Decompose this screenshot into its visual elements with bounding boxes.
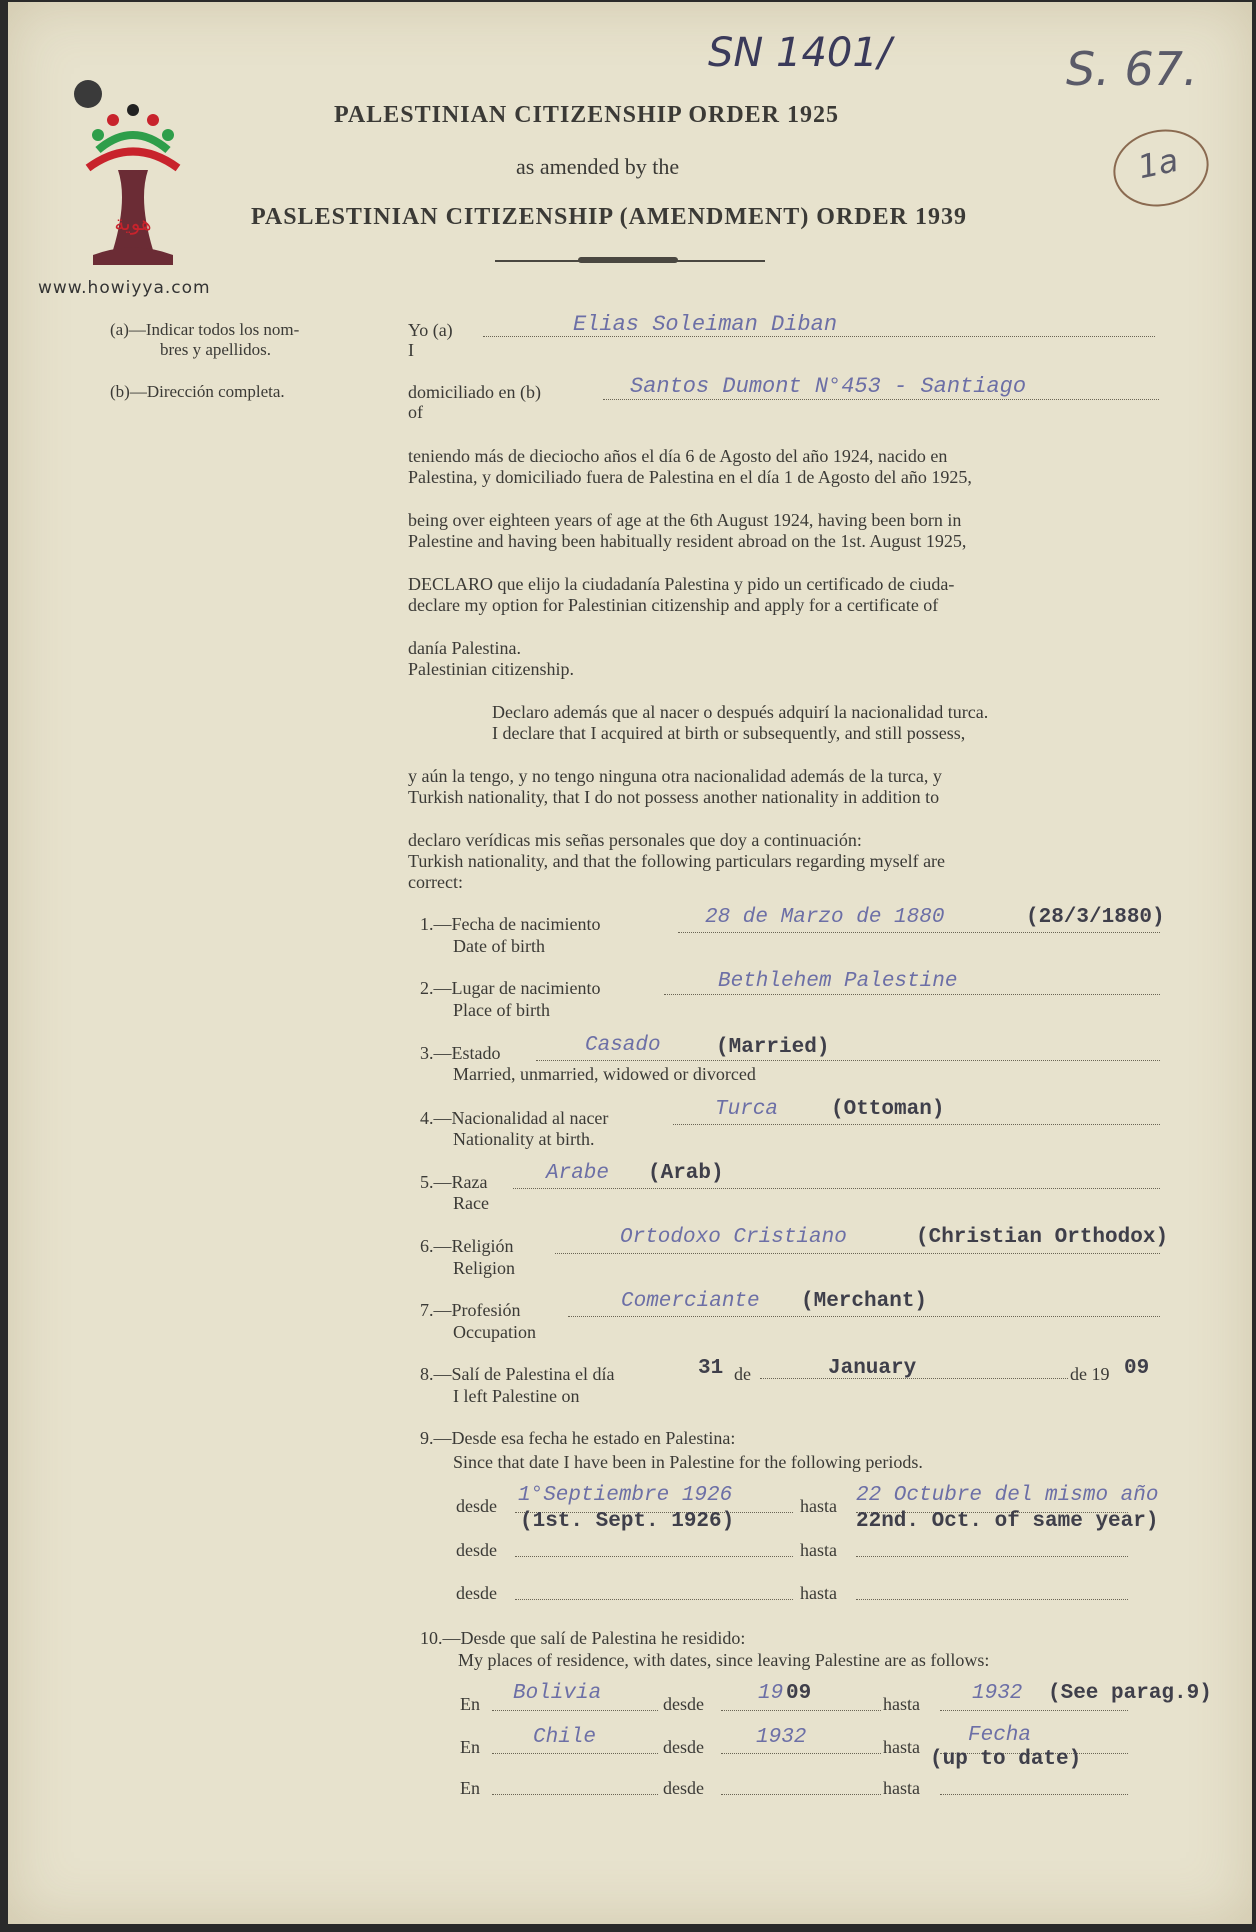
field-race-line xyxy=(513,1188,1160,1189)
para6-es: declaro verídicas mis señas personales que doy a continuación: xyxy=(408,830,862,850)
margin-note-a: (a)—Indicar todos los nom- xyxy=(110,320,300,339)
margin-note-b: (b)—Dirección completa. xyxy=(110,382,285,401)
residence-row3-desde: desde xyxy=(663,1778,704,1798)
residences-label-en: My places of residence, with dates, since leaving Palestine are as follows: xyxy=(458,1650,990,1670)
name-label-en: I xyxy=(408,340,414,360)
field-nationality-stamp: (Ottoman) xyxy=(831,1098,945,1121)
residence-row3-place-line xyxy=(492,1794,658,1795)
visit-row1-to: 22 Octubre del mismo año xyxy=(856,1484,1159,1507)
para2-es: DECLARO que elijo la ciudadanía Palestina y pido un certificado de ciuda- xyxy=(408,574,955,594)
tree-logo-icon xyxy=(58,80,208,280)
page-title-2: PASLESTINIAN CITIZENSHIP (AMENDMENT) ORDER 1939 xyxy=(251,204,967,230)
field-nationality-value: Turca xyxy=(715,1098,779,1121)
residence-row1-from-stamp: 09 xyxy=(786,1682,812,1705)
residence-row2-from-line xyxy=(721,1753,881,1754)
field-birth-date-label: 1.—Fecha de nacimiento xyxy=(420,914,601,934)
watermark-url: www.howiyya.com xyxy=(38,278,211,298)
visit-row2-hasta: hasta xyxy=(800,1540,837,1560)
field-status-stamp: (Married) xyxy=(716,1036,830,1059)
visits-label: 9.—Desde esa fecha he estado en Palestina: xyxy=(420,1428,736,1448)
para5-en: Turkish nationality, that I do not possess another nationality in addition to xyxy=(408,787,940,807)
residence-row1-from-line xyxy=(721,1710,881,1711)
para1-en-1: being over eighteen years of age at the 6th August 1924, having been born in xyxy=(408,510,962,530)
para4-en: I declare that I acquired at birth or subsequently, and still possess, xyxy=(492,723,966,743)
document-page xyxy=(8,2,1252,1924)
address-label: domiciliado en (b) xyxy=(408,382,541,402)
residence-row3-en: En xyxy=(460,1778,480,1798)
field-occupation-label: 7.—Profesión xyxy=(420,1300,521,1320)
left-palestine-de2: de 19 xyxy=(1070,1364,1110,1384)
para5-es: y aún la tengo, y no tengo ninguna otra nacionalidad además de la turca, y xyxy=(408,766,942,786)
residence-row3-hasta: hasta xyxy=(883,1778,920,1798)
residence-row1-en: En xyxy=(460,1694,480,1714)
left-palestine-label: 8.—Salí de Palestina el día xyxy=(420,1364,615,1384)
margin-note-a-2: bres y apellidos. xyxy=(160,340,271,359)
visit-row1-to-stamp: 22nd. Oct. of same year) xyxy=(856,1510,1159,1533)
visit-row3-from-line xyxy=(515,1599,793,1600)
residence-row2-en: En xyxy=(460,1737,480,1757)
field-birth-place-label: 2.—Lugar de nacimiento xyxy=(420,978,601,998)
left-palestine-year: 09 xyxy=(1124,1357,1150,1380)
field-nationality-line xyxy=(673,1124,1160,1125)
field-race-label-en: Race xyxy=(453,1193,489,1213)
residence-row2-desde: desde xyxy=(663,1737,704,1757)
visit-row2-desde: desde xyxy=(456,1540,497,1560)
field-status-label-en: Married, unmarried, widowed or divorced xyxy=(453,1064,756,1084)
para1-es-1: teniendo más de dieciocho años el día 6 de Agosto del año 1924, nacido en xyxy=(408,446,948,466)
circled-mark-text: 1a xyxy=(1134,140,1182,187)
para1-es-2: Palestina, y domiciliado fuera de Palestina en el día 1 de Agosto del año 1925, xyxy=(408,467,972,487)
left-palestine-label-en: I left Palestine on xyxy=(453,1386,580,1406)
field-birth-place-value: Bethlehem Palestine xyxy=(718,970,958,993)
field-birth-date-line xyxy=(678,932,1160,933)
residence-row1-to-line xyxy=(940,1710,1128,1711)
residence-row2-place: Chile xyxy=(533,1726,597,1749)
residence-row2-to: Fecha xyxy=(968,1724,1032,1747)
visit-row1-desde: desde xyxy=(456,1496,497,1516)
left-palestine-de1: de xyxy=(734,1364,751,1384)
residence-row2-from: 1932 xyxy=(756,1726,807,1749)
name-label: Yo (a) xyxy=(408,320,453,340)
residence-row2-place-line xyxy=(492,1753,658,1754)
handwritten-sheet-number: S. 67. xyxy=(1066,42,1198,96)
page-title: PALESTINIAN CITIZENSHIP ORDER 1925 xyxy=(334,102,839,128)
residence-row1-place: Bolivia xyxy=(513,1682,602,1705)
residence-row1-hasta: hasta xyxy=(883,1694,920,1714)
field-race-value: Arabe xyxy=(546,1162,610,1185)
visit-row1-from: 1°Septiembre 1926 xyxy=(518,1484,733,1507)
residence-row1-to: 1932 xyxy=(972,1682,1023,1705)
visit-row1-hasta: hasta xyxy=(800,1496,837,1516)
visit-row3-hasta: hasta xyxy=(800,1583,837,1603)
para1-en-2: Palestine and having been habitually resident abroad on the 1st. August 1925, xyxy=(408,531,967,551)
visit-row2-to-line xyxy=(856,1556,1128,1557)
field-status-line xyxy=(536,1060,1160,1061)
field-race-label: 5.—Raza xyxy=(420,1172,488,1192)
field-occupation-stamp: (Merchant) xyxy=(801,1290,928,1313)
field-status-label: 3.—Estado xyxy=(420,1043,501,1063)
howiyya-logo xyxy=(58,80,208,280)
residence-row1-from: 19 xyxy=(758,1682,784,1705)
para2-en: declare my option for Palestinian citizenship and apply for a certificate of xyxy=(408,595,939,615)
field-birth-place-line xyxy=(664,994,1160,995)
para6-en-2: correct: xyxy=(408,872,463,892)
field-status-value: Casado xyxy=(585,1034,661,1057)
residence-row1-desde: desde xyxy=(663,1694,704,1714)
para3-es: danía Palestina. xyxy=(408,638,521,658)
visits-label-en: Since that date I have been in Palestine for the following periods. xyxy=(453,1452,923,1472)
field-occupation-label-en: Occupation xyxy=(453,1322,536,1342)
residence-row3-from-line xyxy=(721,1794,881,1795)
header-divider-ornament xyxy=(578,257,678,263)
address-label-en: of xyxy=(408,402,423,422)
left-palestine-day: 31 xyxy=(698,1357,724,1380)
page-subtitle: as amended by the xyxy=(516,154,680,179)
field-religion-stamp: (Christian Orthodox) xyxy=(916,1226,1169,1249)
address-value: Santos Dumont N°453 - Santiago xyxy=(630,374,1027,399)
residence-row2-hasta: hasta xyxy=(883,1737,920,1757)
left-palestine-month: January xyxy=(828,1357,917,1380)
para3-en: Palestinian citizenship. xyxy=(408,659,574,679)
visit-row3-desde: desde xyxy=(456,1583,497,1603)
name-value: Elias Soleiman Diban xyxy=(573,312,838,337)
field-birth-place-label-en: Place of birth xyxy=(453,1000,550,1020)
field-religion-label-en: Religion xyxy=(453,1258,515,1278)
field-occupation-value: Comerciante xyxy=(621,1290,760,1313)
field-religion-value: Ortodoxo Cristiano xyxy=(620,1226,847,1249)
field-religion-line xyxy=(555,1253,1160,1254)
field-birth-date-value: 28 de Marzo de 1880 xyxy=(705,906,945,929)
residences-label: 10.—Desde que salí de Palestina he residido: xyxy=(420,1628,746,1648)
field-religion-label: 6.—Religión xyxy=(420,1236,514,1256)
residence-row1-to-stamp: (See parag.9) xyxy=(1048,1682,1212,1705)
visit-row1-from-stamp: (1st. Sept. 1926) xyxy=(520,1510,735,1533)
para4-es: Declaro además que al nacer o después adquirí la nacionalidad turca. xyxy=(492,702,989,722)
field-race-stamp: (Arab) xyxy=(648,1162,724,1185)
address-line xyxy=(603,399,1159,400)
residence-row2-to-stamp: (up to date) xyxy=(930,1748,1082,1771)
field-nationality-label-en: Nationality at birth. xyxy=(453,1129,595,1149)
field-birth-date-label-en: Date of birth xyxy=(453,936,545,956)
visit-row2-from-line xyxy=(515,1556,793,1557)
circled-mark xyxy=(1106,121,1216,215)
logo-arabic-text: هوية xyxy=(114,211,152,235)
field-occupation-line xyxy=(568,1316,1160,1317)
handwritten-ref-number: SN 1401/ xyxy=(708,30,892,76)
field-birth-date-stamp: (28/3/1880) xyxy=(1026,906,1165,929)
field-nationality-label: 4.—Nacionalidad al nacer xyxy=(420,1108,609,1128)
residence-row3-to-line xyxy=(940,1794,1128,1795)
visit-row3-to-line xyxy=(856,1599,1128,1600)
residence-row1-place-line xyxy=(492,1710,658,1711)
para6-en-1: Turkish nationality, and that the following particulars regarding myself are xyxy=(408,851,946,871)
